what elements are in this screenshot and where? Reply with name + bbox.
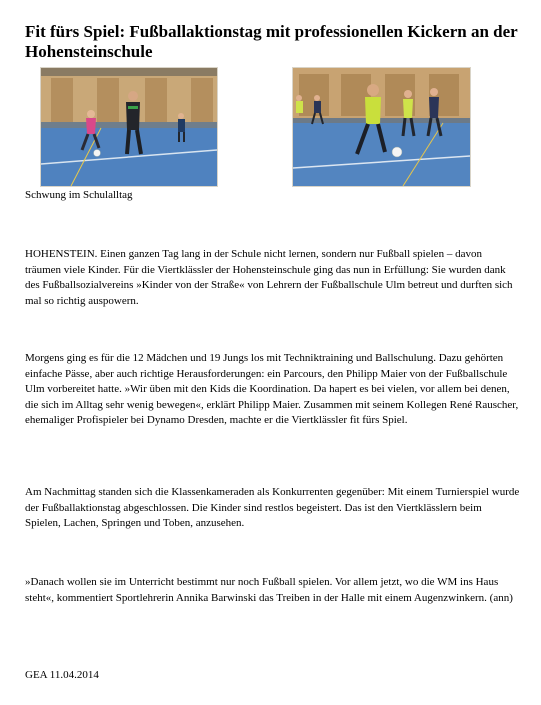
article-paragraph-3: Am Nachmittag standen sich die Klassenkameraden als Konkurrenten gegenüber: Mit einem Turnierspiel wurde der Fußballaktionstag abgeschlossen. Die Kinder sind restlos begeistert. Das ist den Viertklässlern beim Spielen, Lachen, Springen und Toben, anzusehen. [25,486,520,529]
photo-right-image [293,68,470,186]
article-source-date: GEA 11.04.2014 [25,669,99,681]
article-paragraph-2: Morgens ging es für die 12 Mädchen und 19 Jungs los mit Techniktraining und Ballschulung. Dazu gehörten einfache Pässe, aber auch richtige Herausforderungen: ein Parcours, den Philipp Maier von der Fußballschule Ulm vorbereitet hatte. »Wir üben mit den Kids die Koordination. Da hapert es bei vielen, vor allem bei denen, die sich im Alltag sehr wenig bewegen«, erklärt Philipp Maier. Zusammen mit seinem Kollegen René Rauscher, ehemaliger Profispieler bei Dynamo Dresden, machte er die Viertklässler fit fürs Spiel. [25,352,519,426]
photo-left-image [41,68,217,186]
photo-gym-player-dribbling [40,67,218,187]
article-paragraph-1: HOHENSTEIN. Einen ganzen Tag lang in der Schule nicht lernen, sondern nur Fußball spielen – davon träumen viele Kinder. Für die Viertklässler der Hohensteinschule ging das nun in Erfüllung: Sie wurden dank des Fußballsozialvereins »Kinder von der Straße« von Lehrern der Fußballschule Ulm betreut und durften sich mal so richtig auspowern. [25,248,513,307]
article-title: Fit fürs Spiel: Fußballaktionstag mit professionellen Kickern an der Hohensteinschule [25,22,518,61]
article-paragraph-4: »Danach wollen sie im Unterricht bestimmt nur noch Fußball spielen. Vor allem jetzt, wo die WM ins Haus steht«, kommentiert Sportlehrerin Annika Barwinski das Treiben in der Halle mit einem Augenzwinkern. (ann) [25,576,513,604]
photo-kids-playing-football [292,67,471,187]
photo-caption: Schwung im Schulalltag [25,189,133,201]
